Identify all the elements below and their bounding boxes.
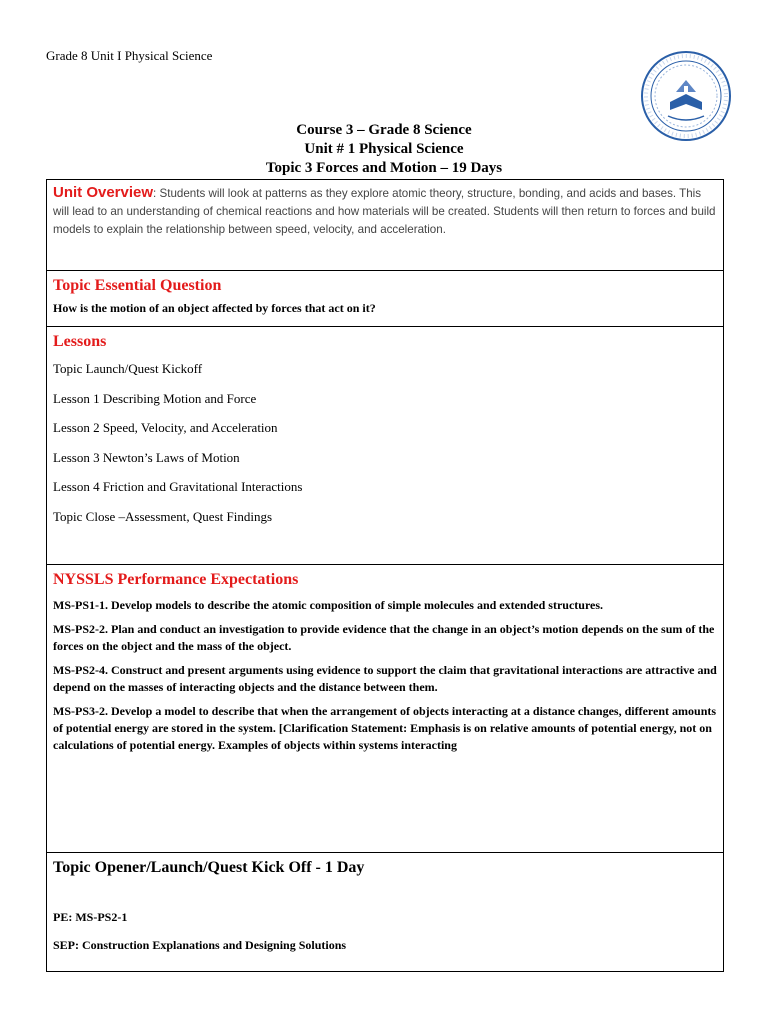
lesson-item: Lesson 1 Describing Motion and Force <box>53 390 257 406</box>
lesson-item: Topic Launch/Quest Kickoff <box>53 361 203 376</box>
document-header: Grade 8 Unit I Physical Science <box>46 48 213 63</box>
opener-sep: SEP: Construction Explanations and Designing Solutions <box>53 938 347 952</box>
opener-title: Topic Opener/Launch/Quest Kick Off - 1 Day <box>53 859 365 876</box>
opener-cell <box>47 853 724 972</box>
curriculum-table <box>46 179 724 972</box>
expectations-row <box>47 565 724 853</box>
expectation-item: MS-PS2-4. Construct and present arguments using evidence to support the claim that gravitational interactions are attractive and depend on the masses of interacting objects and the distance between them. <box>53 663 717 694</box>
topic-title: Topic 3 Forces and Motion – 19 Days <box>265 160 503 176</box>
lessons-list <box>53 354 717 531</box>
lesson-item: Lesson 3 Newton’s Laws of Motion <box>53 449 240 465</box>
lesson-item: Lesson 4 Friction and Gravitational Interactions <box>53 479 303 494</box>
lessons-cell <box>47 327 724 565</box>
overview-text: : Students will look at patterns as they explore atomic theory, structure, bonding, and acids and bases. This will lead to an understanding of chemical reactions and how materials will be created. Students will then return to forces and build models to explain the relationship between speed, velocity, and acceleration. <box>53 187 716 236</box>
overview-cell <box>47 180 724 271</box>
opener-row <box>47 853 724 972</box>
document-titles <box>0 121 768 178</box>
unit-title: Unit # 1 Physical Science <box>304 141 464 157</box>
essential-title: Topic Essential Question <box>53 277 222 294</box>
essential-question: How is the motion of an object affected by forces that act on it? <box>53 301 376 315</box>
expectation-item: MS-PS1-1. Develop models to describe the atomic composition of simple molecules and extended structures. <box>53 598 604 612</box>
expectations-cell <box>47 565 724 853</box>
expectation-item: MS-PS3-2. Develop a model to describe that when the arrangement of objects interacting at a distance changes, different amounts of potential energy are stored in the system. [Clarification Statement: Emphasis is on relative amounts of potential energy, not on calculations of potential energy. Examples of objects within systems interacting <box>53 704 717 752</box>
essential-cell <box>47 271 724 327</box>
essential-row <box>47 271 724 327</box>
opener-pe: PE: MS-PS2-1 <box>53 910 128 924</box>
expectations-list <box>53 597 717 754</box>
overview-row <box>47 180 724 271</box>
overview-title: Unit Overview <box>53 184 154 201</box>
lesson-item: Topic Close –Assessment, Quest Findings <box>53 508 273 524</box>
lessons-title: Lessons <box>53 333 107 350</box>
course-title: Course 3 – Grade 8 Science <box>296 122 472 138</box>
lessons-row <box>47 327 724 565</box>
lesson-item: Lesson 2 Speed, Velocity, and Acceleration <box>53 420 278 435</box>
overview-paragraph <box>53 184 717 239</box>
expectations-title: NYSSLS Performance Expectations <box>53 571 299 588</box>
expectation-item: MS-PS2-2. Plan and conduct an investigation to provide evidence that the change in an object’s motion depends on the sum of the forces on the object and the mass of the object. <box>53 622 715 653</box>
